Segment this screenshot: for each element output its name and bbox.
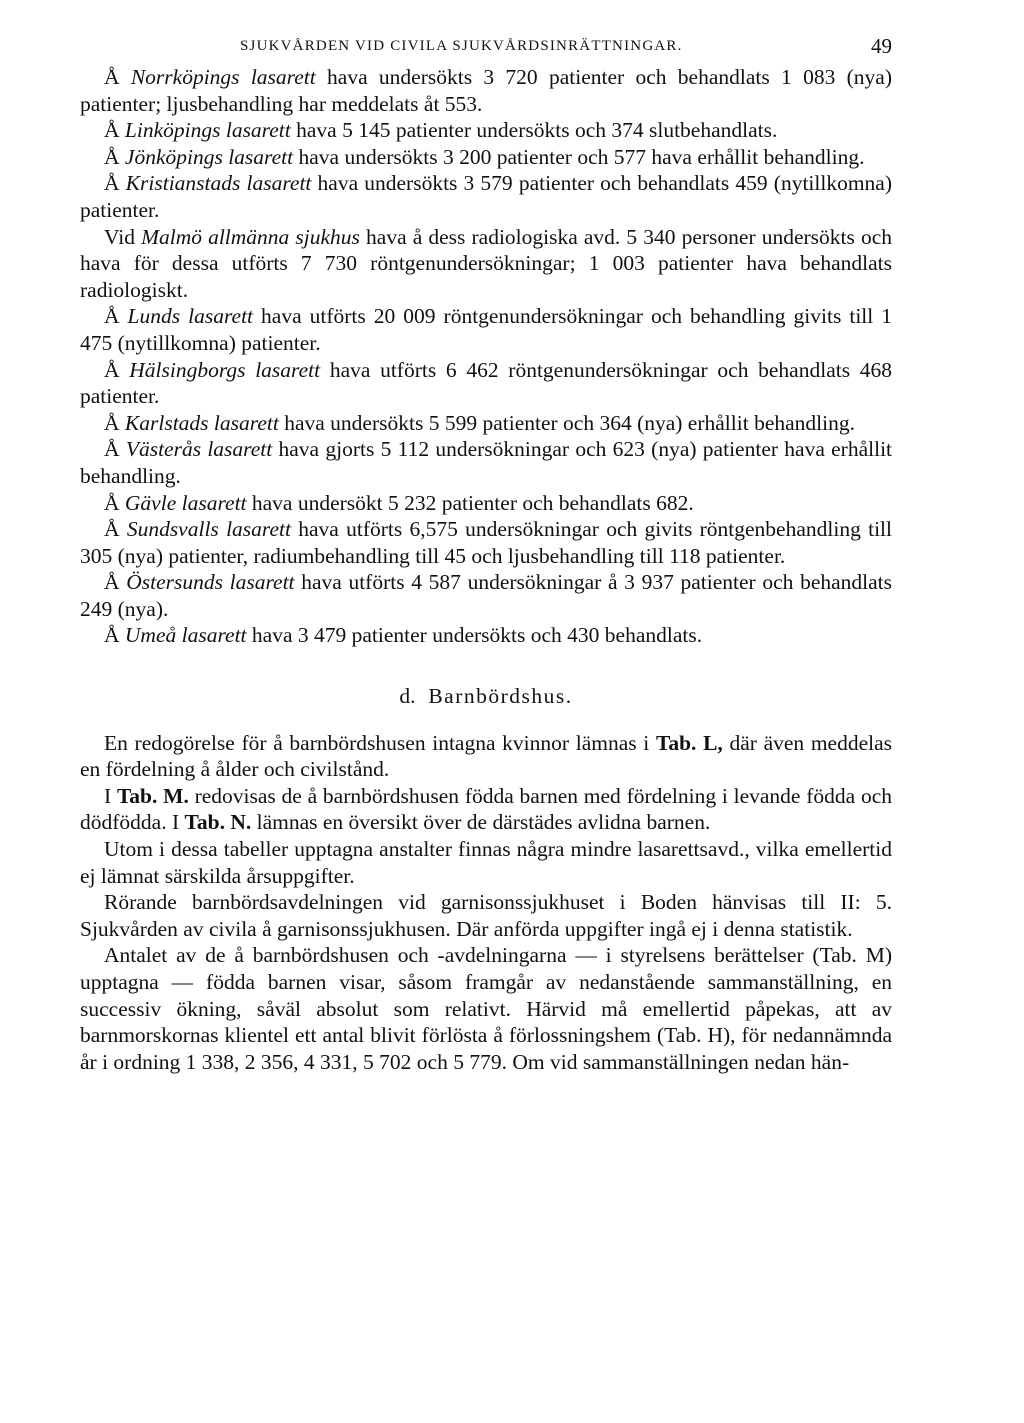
paragraph-2: [80, 783, 892, 836]
hospital-paragraph: [80, 410, 892, 437]
hospital-prefix: Å: [104, 65, 120, 89]
hospital-name: Jönköpings lasarett: [124, 144, 294, 169]
paragraph-1: [80, 730, 892, 783]
hospital-prefix: Å: [104, 623, 120, 648]
hospital-paragraph: [80, 224, 892, 304]
hospital-paragraph: [80, 170, 892, 223]
hospital-name: Malmö allmänna sjukhus: [141, 224, 360, 249]
hospital-prefix: Å: [104, 144, 120, 169]
section-letter: d.: [399, 684, 416, 709]
paragraph-text: I: [104, 783, 112, 808]
hospital-text: hava undersökt 5 232 patienter och behandlats 682.: [251, 490, 694, 515]
hospital-paragraph: [80, 516, 892, 569]
page-number: 49: [871, 34, 892, 58]
paragraph-5: Antalet av de å barnbördshusen och -avdelningarna — i styrelsens berättelser (Tab. M) upptagna — födda barnen visar, såsom framgår av nedanstående sammanställning, en successiv ökning, såväl absolut som relativt. Härvid må emellertid påpekas, att av barnmorskornas klientel ett antal blivit förlösta å förlossningshem (Tab. H), för nedannämnda år i ordning 1 338, 2 356, 4 331, 5 702 och 5 779. Om vid sammanställningen nedan hän-: [80, 943, 892, 1074]
running-head: [80, 28, 892, 64]
hospital-prefix: Å: [104, 437, 120, 462]
table-reference: Tab. L,: [655, 730, 723, 755]
hospital-prefix: Å: [104, 118, 120, 143]
hospital-paragraph: [80, 436, 892, 489]
hospital-paragraph: [80, 622, 892, 649]
paragraph-3: Utom i dessa tabeller upptagna anstalter finnas några mindre lasarettsavd., vilka emellertid ej lämnat särskilda årsuppgifter.: [80, 837, 892, 888]
hospital-text: hava gjorts 5 112 undersökningar och 623 (nya) patienter hava erhållit behandling.: [80, 437, 893, 488]
hospital-prefix: Å: [104, 171, 120, 196]
hospital-name: Norrköpings lasarett: [130, 65, 316, 89]
section-heading: [80, 683, 892, 710]
paragraph-text: lämnas en översikt över de därstädes avlidna barnen.: [256, 810, 711, 835]
hospital-text: hava undersökts 3 200 patienter och 577 hava erhållit behandling.: [298, 144, 865, 169]
document-page: [80, 28, 892, 1075]
hospital-prefix: Å: [104, 410, 120, 435]
hospital-text: hava undersökts 3 579 patienter och behandlats 459 (nytillkomna) patienter.: [80, 171, 893, 222]
table-reference: Tab. M.: [116, 783, 189, 808]
hospital-text: hava 3 479 patienter undersökts och 430 behandlats.: [251, 623, 703, 648]
hospital-text: hava undersökts 3 720 patienter och behandlats 1 083 (nya) patienter; ljusbehandling har meddelats åt 553.: [80, 65, 892, 116]
hospital-text: hava 5 145 patienter undersökts och 374 slutbehandlats.: [296, 118, 778, 143]
hospital-text: hava å dess radiologiska avd. 5 340 personer undersökts och hava för dessa utförts 7 730 röntgenundersökningar; 1 003 patienter hava behandlats radiologiskt.: [80, 224, 893, 302]
paragraph-text: där även meddelas en fördelning å ålder och civilstånd.: [80, 730, 893, 782]
hospital-prefix: Å: [104, 490, 120, 515]
body-text: [80, 64, 892, 1075]
hospital-name: Sundsvalls lasarett: [126, 517, 291, 542]
hospital-text: hava utförts 6,575 undersökningar och givits röntgenbehandling till 305 (nya) patienter, radiumbehandling till 45 och ljusbehandling till 118 patienter.: [80, 517, 892, 568]
paragraph-text: En redogörelse för å barnbördshusen intagna kvinnor lämnas i: [104, 730, 650, 755]
table-reference: Tab. N.: [184, 810, 252, 835]
paragraph-text: redovisas de å barnbördshusen födda barnen med fördelning i levande födda och dödfödda. I: [80, 783, 892, 835]
hospital-name: Östersunds lasarett: [126, 570, 295, 595]
hospital-paragraph: [80, 64, 892, 117]
hospital-text: hava utförts 20 009 röntgenundersökningar och behandling givits till 1 475 (nytillkomna) patienter.: [80, 304, 893, 355]
hospital-name: Lunds lasarett: [127, 304, 254, 329]
hospital-paragraph: [80, 357, 892, 410]
hospital-prefix: Å: [104, 517, 120, 542]
hospital-text: hava utförts 6 462 röntgenundersökningar och behandlats 468 patienter.: [80, 357, 893, 409]
hospital-name: Hälsingborgs lasarett: [129, 357, 321, 382]
hospital-name: Gävle lasarett: [124, 490, 247, 515]
hospital-name: Västerås lasarett: [125, 437, 273, 462]
section-title: Barnbördshus.: [428, 684, 573, 709]
hospital-prefix: Å: [104, 357, 120, 382]
hospital-prefix: Å: [104, 570, 120, 595]
hospital-text: hava utförts 4 587 undersökningar å 3 937 patienter och behandlats 249 (nya).: [80, 570, 893, 621]
hospital-paragraph: [80, 144, 892, 171]
hospital-paragraph: [80, 569, 892, 622]
hospital-prefix: Vid: [104, 224, 135, 249]
hospital-name: Linköpings lasarett: [124, 118, 291, 143]
running-head-title: SJUKVÅRDEN VID CIVILA SJUKVÅRDSINRÄTTNINGAR.: [240, 38, 683, 54]
hospital-name: Umeå lasarett: [124, 623, 247, 648]
hospital-name: Kristianstads lasarett: [125, 171, 312, 196]
hospital-name: Karlstads lasarett: [124, 410, 279, 435]
hospital-paragraph: [80, 490, 892, 517]
hospital-paragraph: [80, 303, 892, 356]
hospital-prefix: Å: [104, 304, 120, 329]
paragraph-4: Rörande barnbördsavdelningen vid garnisonssjukhuset i Boden hänvisas till II: 5. Sjukvården av civila å garnisonssjukhusen. Där anförda uppgifter ingå ej i denna statistik.: [80, 890, 892, 941]
hospital-paragraph: [80, 117, 892, 144]
hospital-text: hava undersökts 5 599 patienter och 364 (nya) erhållit behandling.: [284, 410, 855, 435]
